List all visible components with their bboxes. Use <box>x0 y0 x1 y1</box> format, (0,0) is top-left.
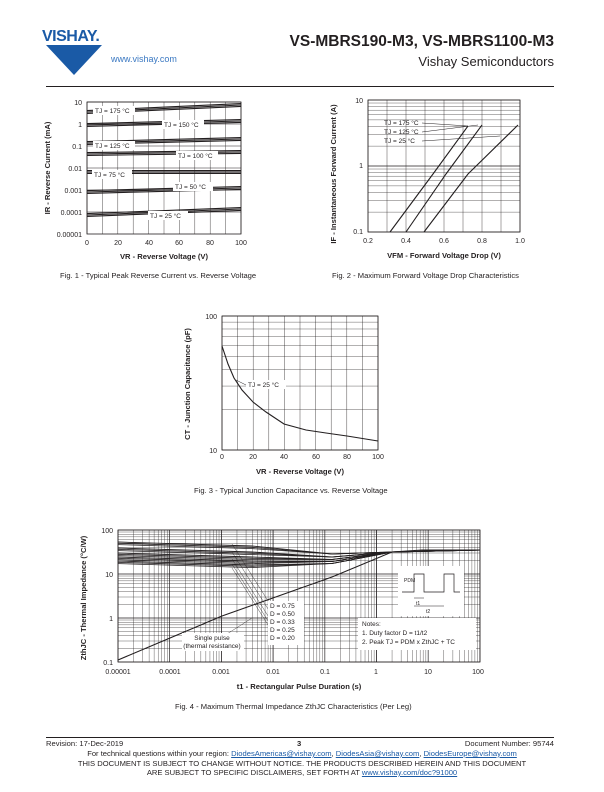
curve-label: TJ = 175 °C <box>95 108 130 115</box>
ytick: 100 <box>101 528 113 535</box>
xtick: 80 <box>343 454 351 461</box>
questions-text: For technical questions within your region: <box>87 749 232 758</box>
fig1-xticks <box>85 240 247 247</box>
fig4-ylabel: ZthJC - Thermal Impedance (°C/W) <box>79 535 88 661</box>
ytick: 10 <box>355 98 363 105</box>
sep: , <box>331 749 336 758</box>
disclaimer-text: ARE SUBJECT TO SPECIFIC DISCLAIMERS, SET FORTH AT <box>146 768 362 777</box>
ytick: 10 <box>209 448 217 455</box>
fig2-yticks <box>353 98 363 236</box>
fig2-xlabel: VFM - Forward Voltage Drop (V) <box>387 251 501 260</box>
leader-line <box>227 618 252 634</box>
curve-label: TJ = 75 °C <box>94 172 125 179</box>
t1-label: t1 <box>416 601 421 607</box>
ytick: 1 <box>109 616 113 623</box>
leader-line <box>232 564 270 624</box>
duty-label: D = 0.33 <box>270 619 295 626</box>
notes-line: 1. Duty factor D = t1/t2 <box>362 630 428 637</box>
logo-triangle-icon <box>44 45 106 79</box>
fig1-chart <box>30 92 280 262</box>
xtick: 20 <box>114 240 122 247</box>
ytick: 0.001 <box>64 188 82 195</box>
sep: , <box>419 749 424 758</box>
email-europe-link[interactable]: DiodesEurope@vishay.com <box>423 749 517 758</box>
xtick: 0.00001 <box>105 669 131 676</box>
xtick: 0 <box>85 240 89 247</box>
xtick: 1.0 <box>515 238 525 245</box>
header-rule <box>46 86 554 87</box>
fig4-xticks <box>105 669 484 676</box>
fig3-xticks <box>220 454 384 461</box>
footer-rule <box>46 737 554 738</box>
curve-label: TJ = 25 °C <box>150 213 181 220</box>
footer-revision: Revision: 17-Dec-2019 <box>46 739 124 748</box>
curve-label: TJ = 175 °C <box>384 120 419 127</box>
page-title: VS-MBRS190-M3, VS-MBRS1100-M3 <box>289 33 554 50</box>
xtick: 40 <box>280 454 288 461</box>
single-pulse-text: (thermal resistance) <box>183 643 241 650</box>
fig3-gridlines <box>222 316 378 450</box>
fig2-curve-labels <box>384 119 500 145</box>
page-subtitle: Vishay Semiconductors <box>418 54 554 69</box>
notes-line: 2. Peak TJ = PDM x ZthJC + TC <box>362 639 455 646</box>
xtick: 20 <box>249 454 257 461</box>
fig4-d-labels <box>268 601 304 645</box>
logo-text: VISHAY. <box>42 28 100 45</box>
fig4-caption: Fig. 4 - Maximum Thermal Impedance ZthJC Characteristics (Per Leg) <box>175 702 412 711</box>
t2-label: t2 <box>426 609 431 615</box>
notes-line: Notes: <box>362 621 381 628</box>
duty-label: D = 0.20 <box>270 635 295 642</box>
xtick: 0 <box>220 454 224 461</box>
fig4-yticks <box>101 528 113 667</box>
curve-label: TJ = 100 °C <box>178 153 213 160</box>
fig3-xlabel: VR - Reverse Voltage (V) <box>255 467 345 476</box>
ytick: 0.1 <box>103 660 113 667</box>
xtick: 0.1 <box>320 669 330 676</box>
ytick: 1 <box>78 122 82 129</box>
ytick: 10 <box>74 100 82 107</box>
duty-label: D = 0.75 <box>270 603 295 610</box>
fig1-caption: Fig. 1 - Typical Peak Reverse Current vs. Reverse Voltage <box>60 271 257 280</box>
xtick: 60 <box>175 240 183 247</box>
xtick: 0.6 <box>439 238 449 245</box>
fig1-yticks <box>57 100 82 239</box>
website-link[interactable]: www.vishay.com <box>111 54 177 64</box>
curve-label: TJ = 25 °C <box>248 382 279 389</box>
curve-label: TJ = 125 °C <box>95 143 130 150</box>
email-asia-link[interactable]: DiodesAsia@vishay.com <box>335 749 420 758</box>
fig3-chart <box>176 308 406 480</box>
xtick: 0.8 <box>477 238 487 245</box>
xtick: 40 <box>145 240 153 247</box>
xtick: 60 <box>312 454 320 461</box>
xtick: 100 <box>235 240 247 247</box>
curve-label: TJ = 50 °C <box>175 184 206 191</box>
xtick: 80 <box>206 240 214 247</box>
fig3-ylabel: CT - Junction Capacitance (pF) <box>183 328 192 440</box>
footer-questions <box>0 749 604 758</box>
fig3-caption: Fig. 3 - Typical Junction Capacitance vs. Reverse Voltage <box>194 486 388 495</box>
ytick: 0.00001 <box>56 232 82 239</box>
fig1-xlabel: VR - Reverse Voltage (V) <box>119 252 209 261</box>
ytick: 0.1 <box>353 229 363 236</box>
xtick: 10 <box>424 669 432 676</box>
xtick: 0.01 <box>266 669 280 676</box>
disclaimer-link[interactable]: www.vishay.com/doc?91000 <box>361 768 458 777</box>
fig4-chart <box>72 522 488 694</box>
fig4-notes-box <box>358 618 476 650</box>
fig4-pulse-diagram <box>398 566 464 616</box>
xtick: 1 <box>374 669 378 676</box>
fig4-single-pulse-label <box>182 633 244 651</box>
ytick: 10 <box>105 572 113 579</box>
curve-label: TJ = 125 °C <box>384 129 419 136</box>
pdm-label: PDM <box>404 578 416 584</box>
ytick: 0.1 <box>72 144 82 151</box>
ytick: 0.01 <box>68 166 82 173</box>
fig2-ylabel: IF - Instantaneous Forward Current (A) <box>329 104 338 244</box>
xtick: 0.0001 <box>159 669 181 676</box>
ytick: 100 <box>205 314 217 321</box>
fig2-caption: Fig. 2 - Maximum Forward Voltage Drop Characteristics <box>332 271 519 280</box>
xtick: 100 <box>372 454 384 461</box>
curve-label: TJ = 150 °C <box>164 122 199 129</box>
leader-line <box>232 568 270 628</box>
duty-label: D = 0.25 <box>270 627 295 634</box>
xtick: 0.4 <box>401 238 411 245</box>
curve-label: TJ = 25 °C <box>384 138 415 145</box>
fig4-xlabel: t1 - Rectangular Pulse Duration (s) <box>236 682 362 691</box>
fig2-chart <box>318 92 558 262</box>
footer-page-number: 3 <box>297 739 302 748</box>
fig2-xticks <box>363 238 525 245</box>
xtick: 0.001 <box>212 669 230 676</box>
duty-label: D = 0.50 <box>270 611 295 618</box>
footer-disclaimer-2 <box>0 768 604 777</box>
footer-document-number: Document Number: 95744 <box>464 739 554 748</box>
single-pulse-text: Single pulse <box>194 635 230 642</box>
vishay-logo <box>42 28 104 78</box>
ytick: 0.0001 <box>60 210 82 217</box>
xtick: 0.2 <box>363 238 373 245</box>
forward-curve-25 <box>424 125 518 232</box>
xtick: 100 <box>472 669 484 676</box>
email-americas-link[interactable]: DiodesAmericas@vishay.com <box>231 749 332 758</box>
ytick: 1 <box>359 163 363 170</box>
fig3-yticks <box>205 314 217 455</box>
footer-disclaimer-1: THIS DOCUMENT IS SUBJECT TO CHANGE WITHOUT NOTICE. THE PRODUCTS DESCRIBED HEREIN AND THIS DOCUMENT <box>77 759 527 768</box>
fig1-ylabel: IR - Reverse Current (mA) <box>43 121 52 215</box>
